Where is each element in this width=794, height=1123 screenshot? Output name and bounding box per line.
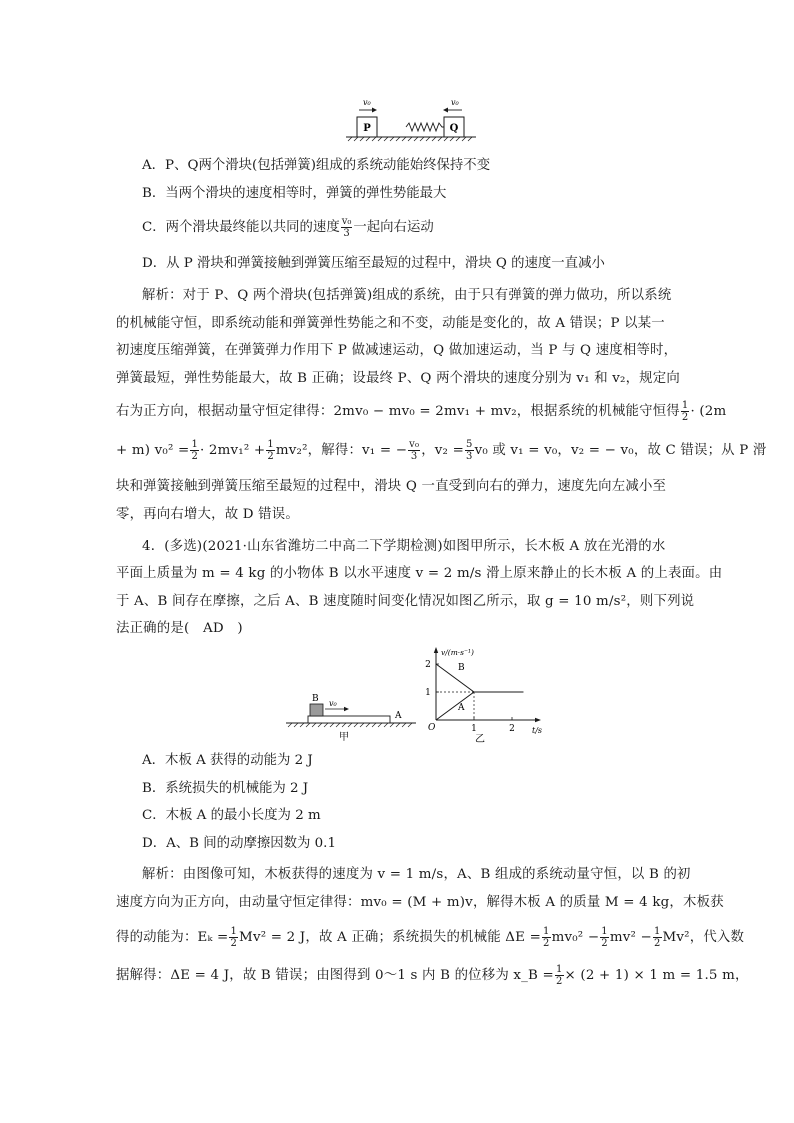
figure-jia: [282, 686, 422, 742]
text-run: mv₂²，解得：v₁ = −: [275, 443, 408, 458]
arrow-p-head: [372, 108, 377, 113]
text-run: Mv² = 2 J，故 A 正确；系统损失的机械能 ΔE =: [239, 930, 542, 945]
q3-analysis-line: 初速度压缩弹簧，在弹簧弹力作用下 P 做减速运动，Q 做加速运动，当 P 与 Q 速度相等时，: [116, 343, 678, 358]
text-run: · (2m: [690, 404, 727, 419]
v0-label: v₀: [329, 699, 337, 708]
block-b: [310, 704, 323, 716]
q4-option-d: D．A、B 间的动摩擦因数为 0.1: [142, 836, 336, 851]
text-run: mv₀² −: [551, 930, 600, 945]
q3-option-a: A．P、Q两个滑块(包括弹簧)组成的系统动能始终保持不变: [142, 158, 491, 173]
frac-den: 2: [267, 451, 274, 462]
chart-marks: [425, 660, 523, 734]
frac-num: 1: [230, 926, 238, 937]
fraction: [653, 926, 662, 949]
q4-option-a: A．木板 A 获得的动能为 2 J: [142, 753, 313, 768]
y-axis-arrow: [434, 647, 438, 653]
arrow-head: [344, 707, 349, 711]
spring: [406, 123, 444, 131]
text-run: + m) v₀² =: [116, 443, 190, 458]
q3-analysis-line: 的机械能守恒，即系统动能和弹簧弹性势能之和不变，动能是变化的，故 A 错误；P 以某一: [116, 316, 665, 331]
q3-analysis-line: 零，再向右增大，故 D 错误。: [116, 507, 299, 522]
text-run: 据解得：ΔE = 4 J，故 B 错误；由图得到 0～1 s 内 B 的位移为 x_B =: [116, 968, 554, 983]
fraction: [681, 400, 690, 423]
v0-right-label: v₀: [451, 98, 459, 107]
x-axis-label: t/s: [532, 726, 543, 735]
q4-option-b: B．系统损失的机械能为 2 J: [142, 781, 309, 796]
frac-den: 3: [410, 451, 418, 462]
text-run: 得的动能为：Eₖ =: [116, 930, 229, 945]
series-a-label: A: [458, 703, 465, 713]
ground-hatch: [348, 137, 472, 141]
frac-num: 1: [601, 926, 608, 937]
board-a: [308, 716, 390, 723]
fraction: [555, 964, 564, 987]
q3-analysis-line: 解析：对于 P、Q 两个滑块(包括弹簧)组成的系统，由于只有弹簧的弹力做功，所以系统: [142, 288, 672, 303]
q3-option-d: D．从 P 滑块和弹簧接触到弹簧压缩至最短的过程中，滑块 Q 的速度一直减小: [142, 256, 605, 271]
fraction: [542, 926, 551, 949]
block-q-label: Q: [449, 123, 459, 134]
frac-den: 3: [466, 451, 473, 462]
frac-den: 3: [343, 228, 350, 239]
q4-option-c: C．木板 A 的最小长度为 2 m: [142, 808, 321, 823]
frac-num: 1: [681, 400, 689, 411]
q3-analysis-line: 块和弹簧接触到弹簧压缩至最短的过程中，滑块 Q 一直受到向右的弹力，速度先向左减小至: [116, 479, 667, 494]
frac-num: v₀: [409, 439, 420, 450]
frac-num: 5: [466, 439, 473, 450]
series-b-label: B: [458, 663, 465, 673]
v0-left-label: v₀: [363, 98, 371, 107]
text-run: mv² −: [609, 930, 652, 945]
y-tick-label: 1: [425, 688, 431, 698]
origin-label: O: [428, 723, 436, 733]
fraction: [600, 926, 609, 949]
q3-analysis-line: [116, 400, 727, 423]
q4-analysis-line: 解析：由图像可知，木板获得的速度为 v = 1 m/s，A、B 组成的系统动量守恒，以 B 的初: [142, 867, 691, 882]
board-a-label: A: [395, 711, 402, 721]
frac-num: v₀: [341, 216, 352, 227]
fig-jia-caption: 甲: [339, 732, 349, 742]
frac-num: 1: [267, 439, 274, 450]
text-run: × (2 + 1) × 1 m = 1.5 m，: [564, 968, 749, 983]
x-axis-arrow: [535, 718, 541, 722]
frac-den: 2: [653, 938, 661, 949]
fraction: [341, 216, 353, 239]
q4-stem-line: 平面上质量为 m = 4 kg 的小物体 B 以水平速度 v = 2 m/s 滑上原来静止的长木板 A 的上表面。由: [116, 566, 723, 581]
text-run: Mv²，代入数: [662, 930, 745, 945]
fraction: [190, 439, 199, 462]
frac-den: 2: [555, 976, 563, 987]
block-p-label: P: [363, 123, 371, 134]
y-tick-label: 2: [425, 660, 431, 670]
q3-analysis-line: [116, 439, 767, 462]
q3-option-c-post: 一起向右运动: [353, 220, 434, 235]
fraction: [465, 439, 474, 462]
figure-yi-vt-graph: [420, 644, 560, 744]
q4-analysis-line: [116, 926, 745, 949]
y-axis-label: v/(m·s⁻¹): [441, 648, 474, 657]
frac-den: 2: [601, 938, 608, 949]
text-run: v₀ 或 v₁ = v₀，v₂ = − v₀，故 C 错误；从 P 滑: [474, 443, 767, 458]
text-run: 右为正方向，根据动量守恒定律得：2mv₀ − mv₀ = 2mv₁ + mv₂，根据系统的机械能守恒得: [116, 404, 680, 419]
q3-option-c: [142, 216, 434, 239]
series-line-a: [436, 692, 523, 720]
frac-den: 2: [230, 938, 238, 949]
frac-num: 1: [543, 926, 550, 937]
q4-stem-line: 于 A、B 间存在摩擦，之后 A、B 速度随时间变化情况如图乙所示，取 g = 10 m/s²，则下列说: [116, 594, 695, 609]
x-tick-label: 2: [509, 724, 515, 734]
q3-analysis-line: 弹簧最短，弹性势能最大，故 B 正确；设最终 P、Q 两个滑块的速度分别为 v₁ 和 v₂，规定向: [116, 371, 680, 386]
text-run: · 2mv₁² +: [200, 443, 266, 458]
series-line-b: [436, 664, 523, 692]
q4-stem-line: 4．(多选)(2021·山东省潍坊二中高二下学期检测)如图甲所示，长木板 A 放在光滑的水: [142, 539, 666, 554]
frac-num: 1: [191, 439, 198, 450]
fraction: [408, 439, 420, 462]
q3-option-c-pre: C．两个滑块最终能以共同的速度: [142, 220, 340, 235]
frac-num: 1: [653, 926, 661, 937]
x-tick-label: 1: [471, 724, 477, 734]
block-b-label: B: [312, 694, 319, 704]
frac-den: 2: [543, 938, 550, 949]
q4-analysis-line: 速度方向为正方向，由动量守恒定律得：mv₀ = (M + m)v，解得木板 A 的质量 M = 4 kg，木板获: [116, 895, 724, 910]
q4-analysis-line: [116, 964, 749, 987]
q4-stem-line: 法正确的是( AD ): [116, 621, 243, 636]
frac-den: 2: [191, 451, 198, 462]
ground-hatch: [288, 723, 412, 727]
frac-num: 1: [555, 964, 563, 975]
text-run: ，v₂ =: [421, 443, 464, 458]
figure-spring-blocks: [340, 95, 480, 145]
fraction: [229, 926, 238, 949]
fraction: [266, 439, 275, 462]
frac-den: 2: [681, 412, 689, 423]
arrow-q-head: [443, 108, 448, 113]
q3-option-b: B．当两个滑块的速度相等时，弹簧的弹性势能最大: [142, 186, 447, 201]
fig-yi-caption: 乙: [475, 734, 485, 744]
